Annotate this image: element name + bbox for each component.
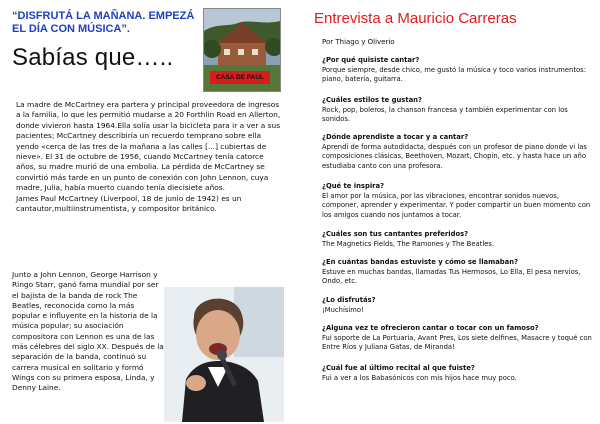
question: ¿Cuál fue al último recital al que fuiste? <box>322 364 475 372</box>
question: ¿Qué te inspira? <box>322 182 385 190</box>
question: ¿En cuántas bandas estuviste y cómo se llamaban? <box>322 258 519 266</box>
qa-item <box>322 258 594 287</box>
answer: Fui a ver a los Babasónicos con mis hijos hace muy poco. <box>322 373 517 382</box>
sabias-que-heading: Sabías que….. <box>12 44 174 71</box>
qa-item <box>322 182 594 220</box>
bio-paragraph: James Paul McCartney (Liverpool, 18 de junio de 1942) es un cantautor,multiinstrumentista, y compositor británico. <box>16 193 242 214</box>
qa-item <box>322 56 594 85</box>
question: ¿Cuáles son tus cantantes preferidos? <box>322 230 469 238</box>
paul-mccartney-photo <box>164 287 284 422</box>
bio-paragraph: La madre de McCartney era partera y principal proveedora de ingresos a la familia, lo que les permitió mudarse a 20 Forthlin Road en Allerton, donde vivieron hasta 1964.Ella solía usar la bicicleta para ir a ver a sus pacientes; McCartney describiría un recuerdo temprano sobre ella yendo «cerca de las tres de la mañana a las calles [...] cubiertas de nieve». El 31 de octubre de 1956, cuando McCartney tenía catorce años, su madre murió de una embolia. La pérdida de McCartney se convirtió más tarde en un punto de conexión con John Lennon, cuya madre, Julia, había muerto cuando tenía diecisiete años. <box>16 100 281 193</box>
question: ¿Alguna vez te ofrecieron cantar o tocar con un famoso? <box>322 324 539 332</box>
header-quote: “DISFRUTÁ LA MAÑANA. EMPEZÁ EL DÍA CON MÚSICA”. <box>12 10 195 35</box>
interview-title: Entrevista a Mauricio Carreras <box>314 10 517 27</box>
question: ¿Dónde aprendiste a tocar y a cantar? <box>322 133 469 141</box>
answer: The Magnetics Fields, The Ramones y The Beatles. <box>322 239 495 248</box>
qa-item <box>322 364 594 383</box>
question: ¿Por qué quisiste cantar? <box>322 56 420 64</box>
qa-item <box>322 96 594 125</box>
answer: Fui soporte de La Portuaria, Avant Pres, Los siete delfines, Masacre y toqué con Entre Ríos y Juliana Gatas, de Miranda! <box>322 333 592 352</box>
answer: Aprendí de forma autodidacta, después con un profesor de piano donde vi las composiciones clásicas, Beethoven, Mozart, Chopin, etc. y hasta hace un año estudiaba canto con una profesora. <box>322 142 587 170</box>
question: ¿Cuáles estilos te gustan? <box>322 96 422 104</box>
answer: Porque siempre, desde chico, me gustó la música y toco varios instrumentos: piano, batería, guitarra. <box>322 65 586 84</box>
question: ¿Lo disfrutás? <box>322 296 376 304</box>
answer: Rock, pop, boleros, la chanson francesa y también experimentar con los sonidos. <box>322 105 568 124</box>
answer: ¡Muchísimo! <box>322 305 364 314</box>
answer: El amor por la música, por las vibraciones, encontrar sonidos nuevos, componer, aprender y experimentar. Y poder compartir un buen momento con los amigos cuando nos juntamos a tocar. <box>322 191 591 219</box>
qa-item <box>322 324 594 353</box>
house-label: CASA DE PAUL <box>210 71 270 84</box>
answer: Estuve en muchas bandas, llamadas Tus Hermosos, Lo Ella, El pesa nervios, Ondo, etc. <box>322 267 581 286</box>
bio-paragraph: Junto a John Lennon, George Harrison y Ringo Starr, ganó fama mundial por ser el bajista de la banda de rock The Beatles, reconocida como la más popular e influyente en la historia de la música popular; su asociación compositora con Lennon es una de las más célebres del siglo XX. Después de la separación de la banda, continuó su carrera musical en solitario y formó Wings con su primera esposa, Linda, y Denny Laine. <box>12 270 164 393</box>
qa-item <box>322 133 594 171</box>
qa-item <box>322 230 594 249</box>
interview-byline: Por Thiago y Oliverio <box>322 38 395 46</box>
bio-text <box>16 100 282 214</box>
qa-item <box>322 296 594 315</box>
